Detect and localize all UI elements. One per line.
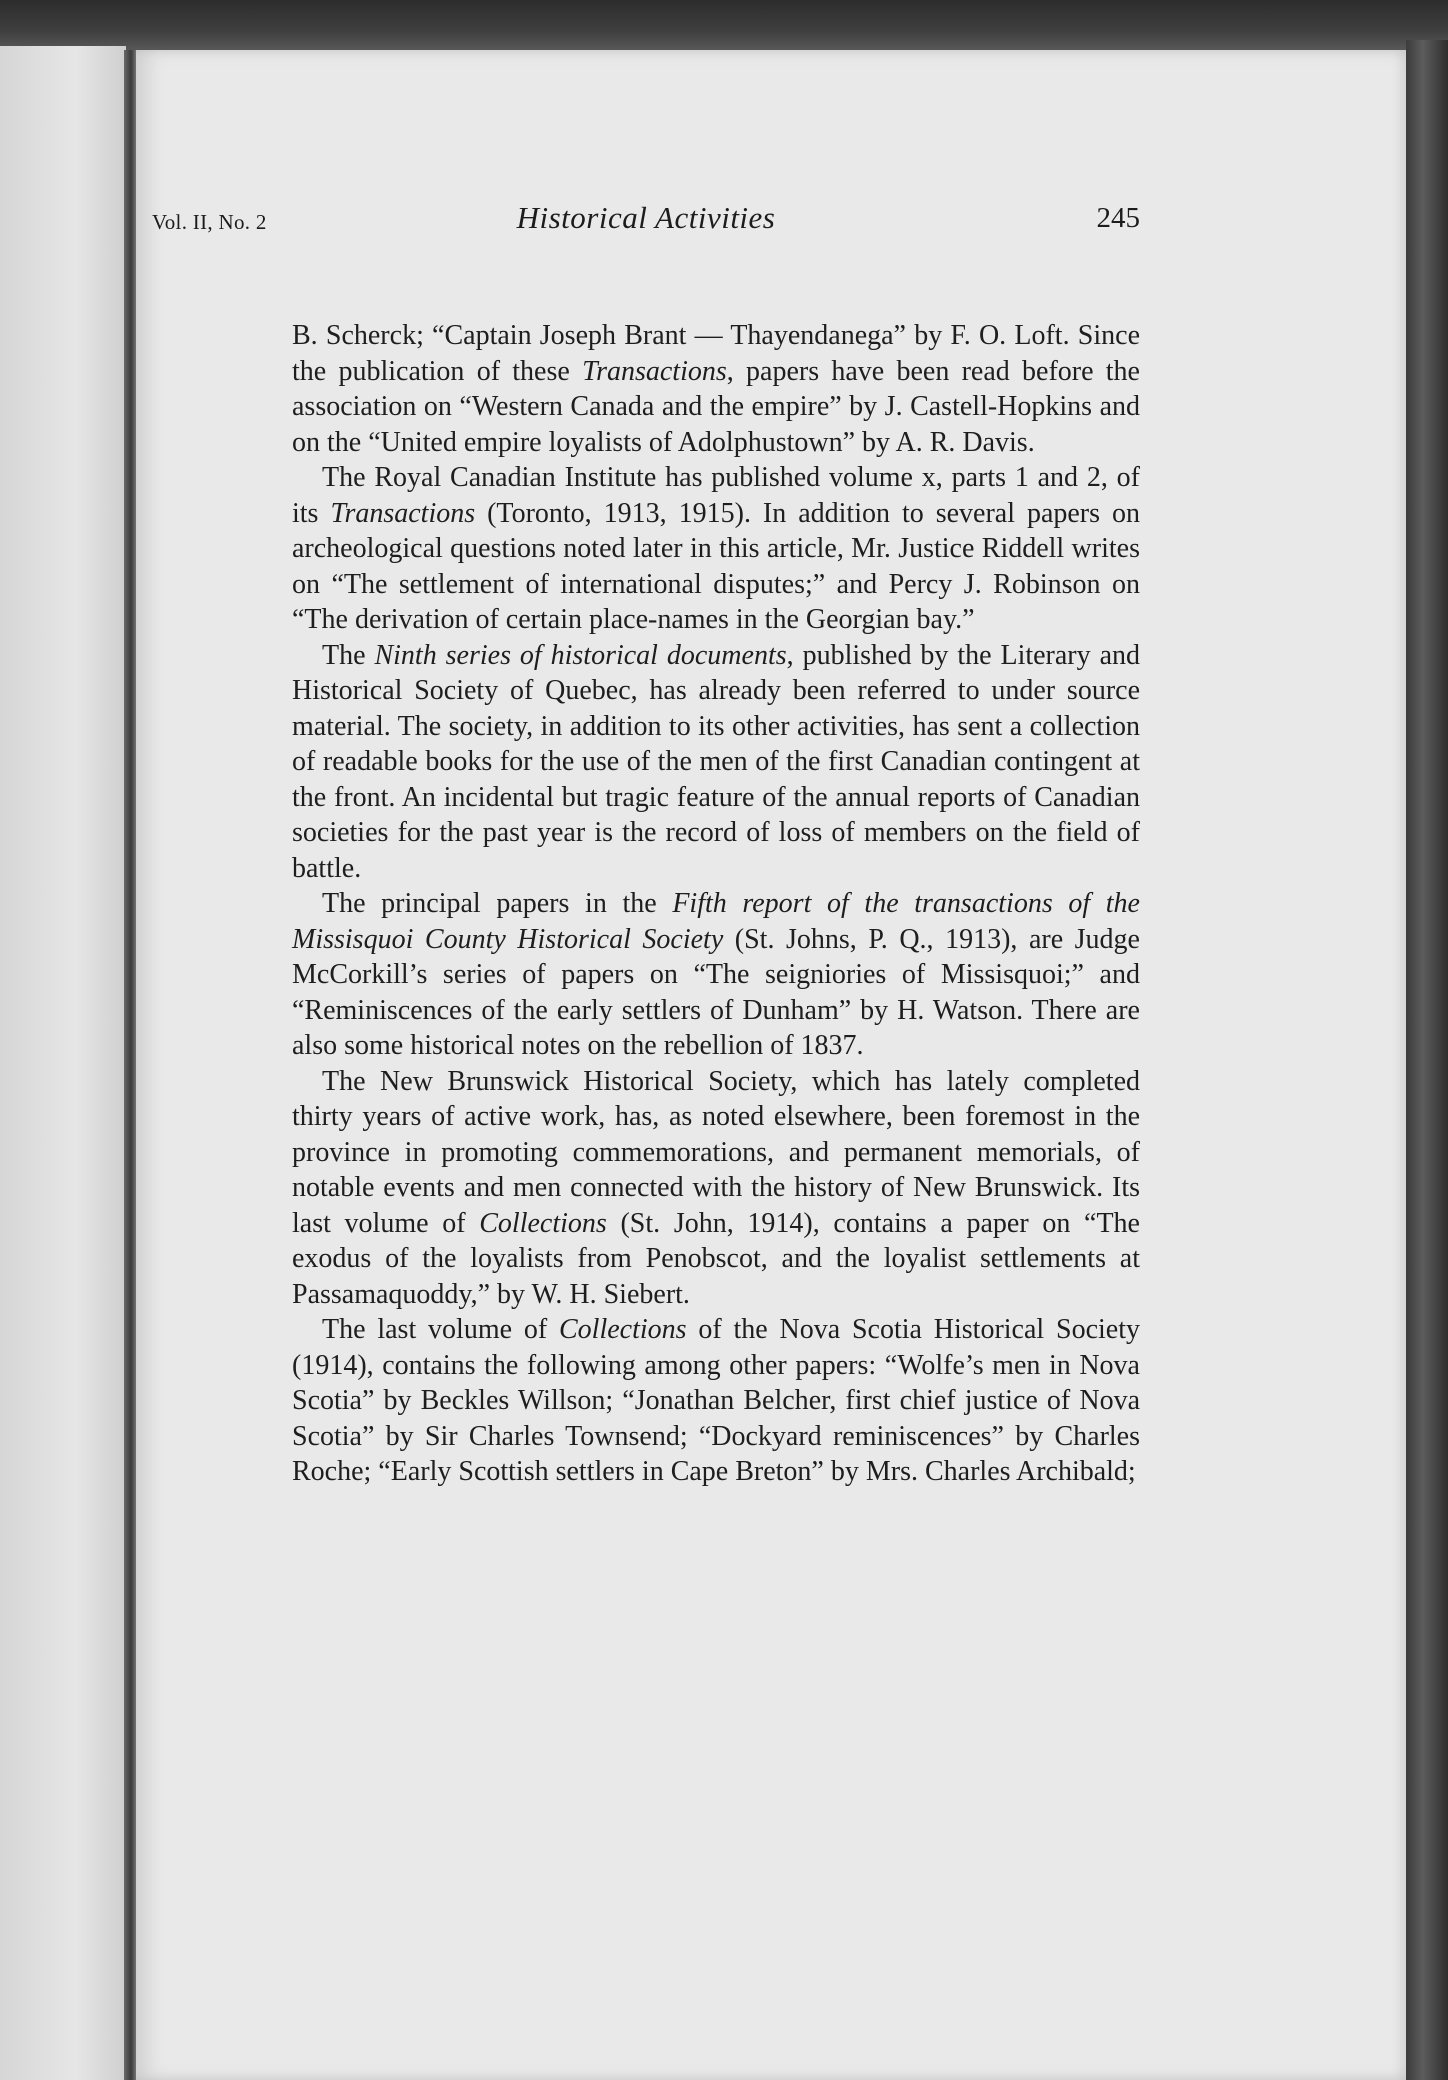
text-run: of the Nova Scotia Historical Society (1914), contains the following among other papers: “Wolfe’s men in Nova Scotia” by Beckles Willson; “Jonathan Belcher, first chief justice of Nova Scotia” by Sir Charles Townsend; “Dockyard reminiscences” by Charles Roche; “Early Scottish settlers in Cape Breton” by Mrs. Charles Archibald; [292,1314,1140,1487]
paragraph [292,460,1140,638]
volume-label: Vol. II, No. 2 [152,210,267,234]
italic-title: Transactions [330,497,476,529]
text-run: The principal papers in the [322,888,673,919]
text-run: The last volume of [322,1314,559,1345]
running-title: Historical Activities [516,200,776,235]
text-run: , papers have been read before the association on “Western Canada and the empire” by J. Castell-Hopkins and on the “United empire loyalists of Adolphustown” by A. R. Davis. [292,355,1140,458]
running-head [152,200,1140,240]
italic-title: Collections [479,1207,607,1239]
text-run: (St. John, 1914), contains a paper on “The exodus of the loyalists from Penobscot, and the loyalist settlements at Passamaquoddy,” by W. H. Siebert. [292,1207,1140,1310]
page-number: 245 [1096,202,1140,234]
facing-page-edge [0,46,126,2080]
italic-title: Collections [558,1314,687,1345]
paragraph [292,1312,1140,1490]
text-run: , published by the Literary and Historical Society of Quebec, has already been referred to under source material. The society, in addition to its other activities, has sent a collection of readable books for the use of the men of the first Canadian contingent at the front. An incidental but tragic feature of the annual reports of Canadian societies for the past year is the record of loss of members on the field of battle. [292,639,1140,884]
body-text [292,318,1140,1490]
text-run: The New Brunswick Historical Society, which has lately completed thirty years of active work, has, as noted elsewhere, been foremost in the province in promoting commemorations, and permanent memorials, of notable events and men connected with the history of New Brunswick. Its last volume of [292,1065,1140,1239]
italic-title: Ninth series of historical documents [374,639,787,671]
text-run: B. Scherck; “Captain Joseph Brant — Thayendanega” by F. O. Loft. Since the publication of these [292,320,1140,387]
text-run: (St. Johns, P. Q., 1913), are Judge McCorkill’s series of papers on “The seigniories of Missisquoi;” and “Reminiscences of the early settlers of Dunham” by H. Watson. There are also some historical notes on the rebellion of 1837. [292,923,1140,1061]
italic-title: Transactions [582,355,727,387]
text-run: (Toronto, 1913, 1915). In addition to several papers on archeological questions noted later in this article, Mr. Justice Riddell writes on “The settlement of international disputes;” and Percy J. Robinson on “The derivation of certain place-names in the Georgian bay.” [292,497,1140,635]
scan-right-edge [1406,40,1448,2080]
text-run: The Royal Canadian Institute has published volume x, parts 1 and 2, of its [292,462,1140,529]
paragraph [292,638,1140,887]
paragraph [292,1064,1140,1313]
paragraph [292,886,1140,1064]
italic-title: Fifth report of the transactions of the Missisquoi County Historical Society [292,888,1140,955]
scan-top-edge [0,0,1448,52]
paragraph [292,318,1140,460]
text-run: The [322,639,375,671]
